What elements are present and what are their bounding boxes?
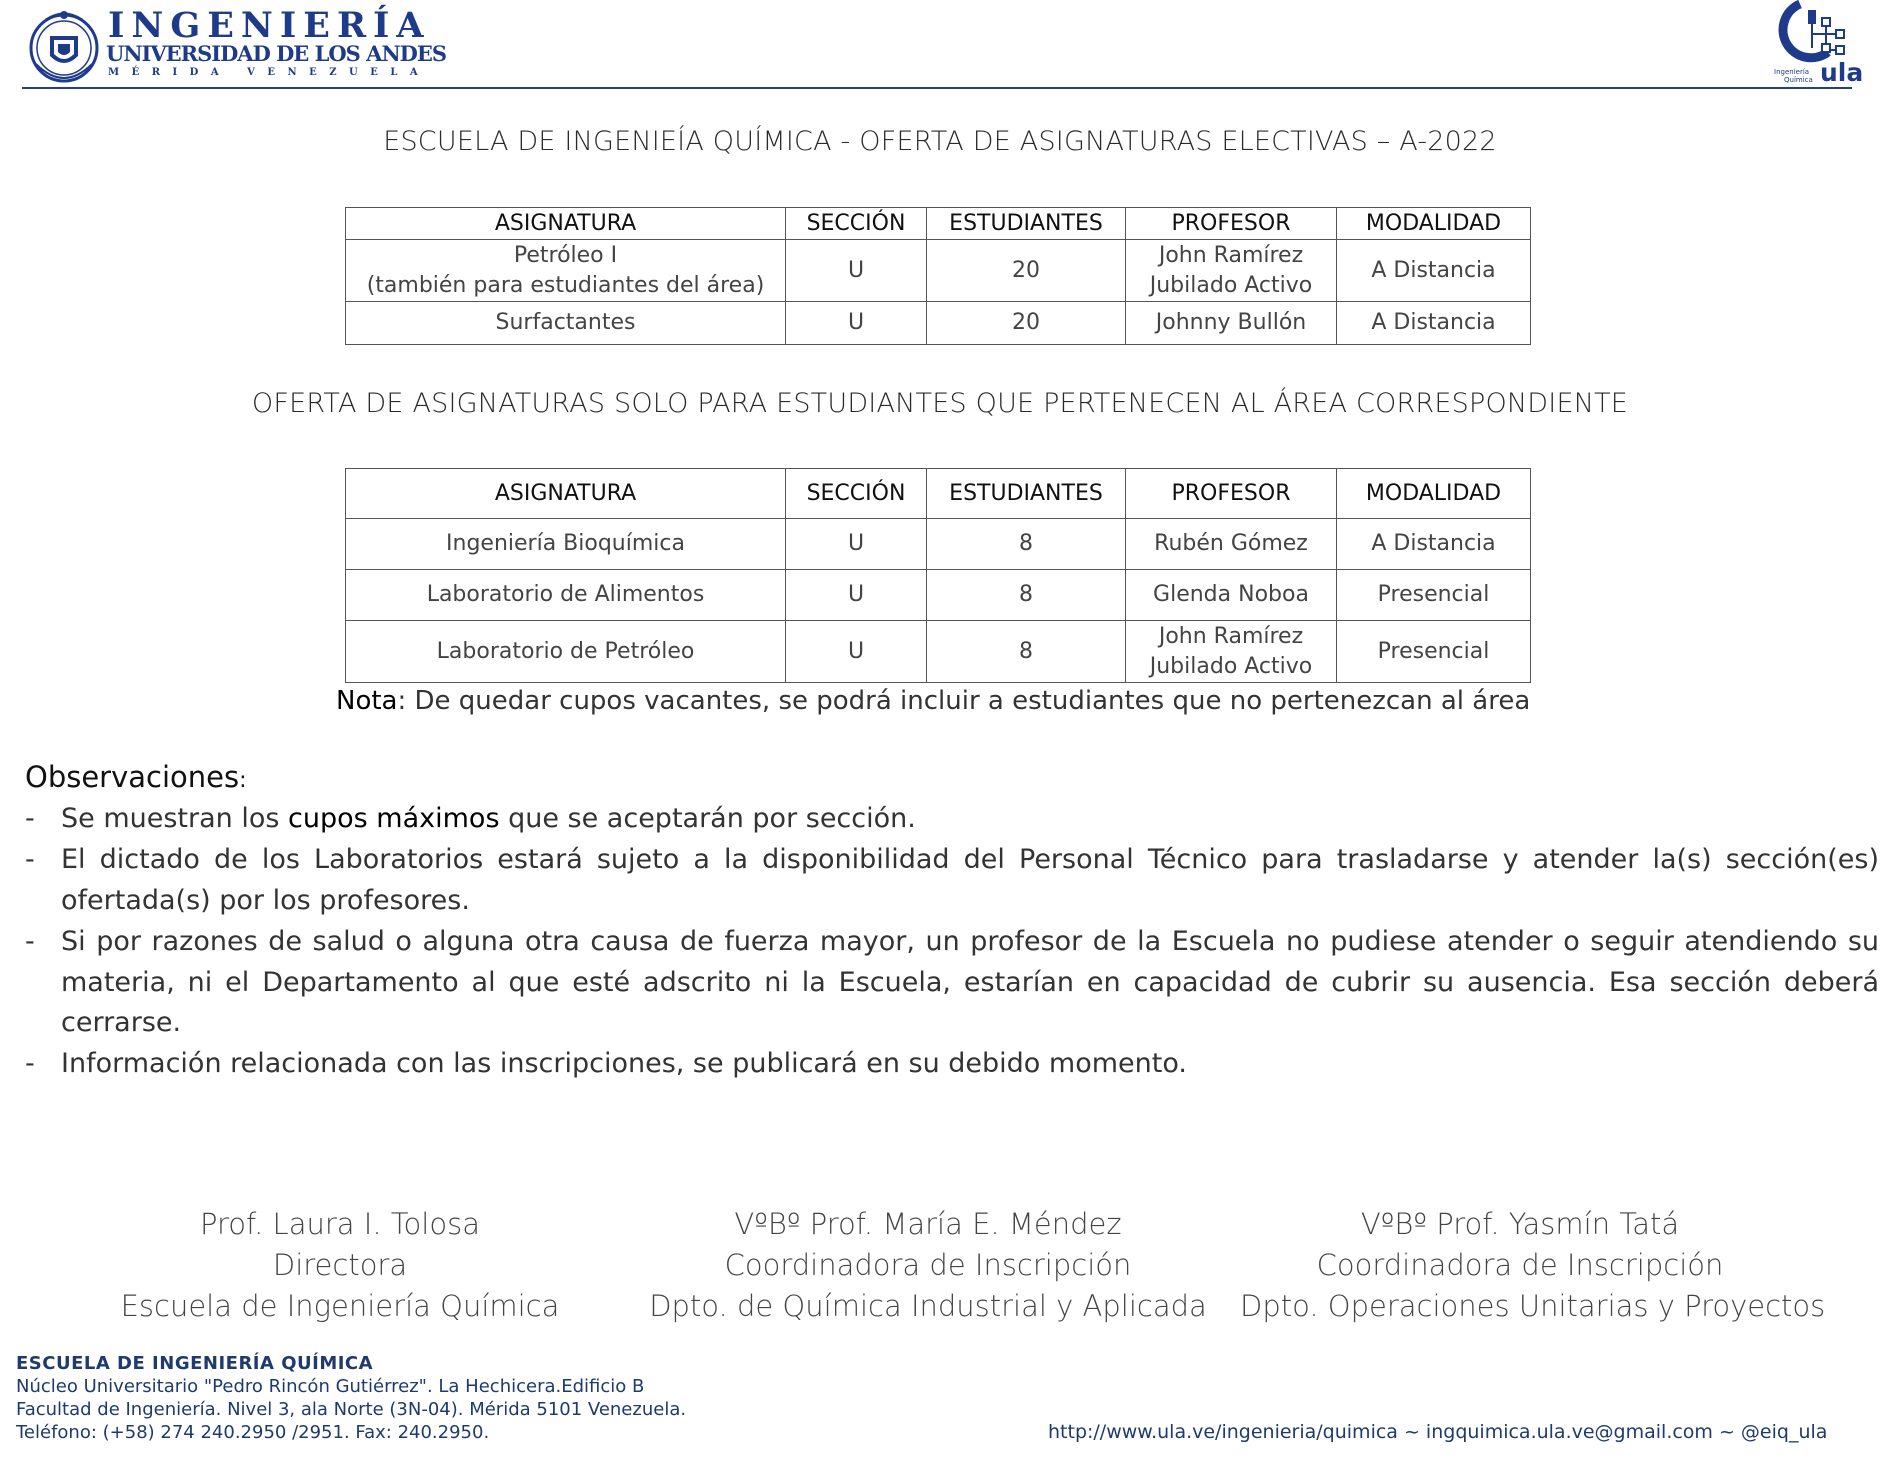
- observation-item: [25, 1044, 1855, 1085]
- observation-text: Información relacionada con las inscripciones, se publicará en su debido momento.: [61, 1048, 1187, 1079]
- footer-address: [16, 1352, 686, 1444]
- header-asignatura: ASIGNATURA: [346, 469, 786, 519]
- university-logo: [28, 5, 447, 86]
- professor-cell: [1126, 621, 1337, 683]
- section-cell: U: [786, 240, 927, 302]
- logo-title: INGENIERÍA: [108, 5, 431, 46]
- signature-name: Prof. Laura I. Tolosa: [200, 1207, 480, 1241]
- logo-caption-ingenieria: Ingeniería: [1774, 68, 1810, 76]
- table-row: [346, 302, 1531, 345]
- university-seal-icon: [28, 6, 100, 86]
- footer-contact: http://www.ula.ve/ingenieria/quimica ~ ingquimica.ula.ve@gmail.com ~ @eiq_ula: [1048, 1421, 1828, 1443]
- header-seccion: SECCIÓN: [786, 469, 927, 519]
- professor-cell: Johnny Bullón: [1126, 302, 1337, 345]
- area-offer-heading: OFERTA DE ASIGNATURAS SOLO PARA ESTUDIANTES QUE PERTENECEN AL ÁREA CORRESPONDIENTE: [251, 388, 1629, 419]
- observation-text-part: Se muestran los: [61, 803, 289, 834]
- table-row: [346, 621, 1531, 683]
- observation-item: [25, 840, 1879, 922]
- section-cell: U: [786, 570, 927, 621]
- header-profesor: PROFESOR: [1126, 469, 1337, 519]
- observation-text-part: que se aceptarán por sección.: [499, 803, 916, 834]
- observation-text: [61, 799, 1879, 840]
- header-modalidad: MODALIDAD: [1337, 469, 1531, 519]
- professor-cell: Glenda Noboa: [1126, 570, 1337, 621]
- table-header-row: [346, 208, 1531, 240]
- signature-role: Coordinadora de Inscripción: [1316, 1248, 1724, 1282]
- signature-unit: Dpto. de Química Industrial y Aplicada: [649, 1289, 1207, 1323]
- mode-cell: A Distancia: [1337, 302, 1531, 345]
- students-cell: 20: [927, 240, 1126, 302]
- professor-status: Jubilado Activo: [1149, 272, 1313, 298]
- mode-cell: Presencial: [1337, 570, 1531, 621]
- logo-caption-quimica: Química: [1784, 76, 1813, 84]
- vacancy-note: [336, 684, 1530, 718]
- signature-name: VºBº Prof. María E. Méndez: [734, 1207, 1122, 1241]
- section-cell: U: [786, 519, 927, 570]
- header-seccion: SECCIÓN: [786, 208, 927, 240]
- observation-item: [25, 799, 1855, 840]
- professor-status: Jubilado Activo: [1149, 653, 1313, 679]
- subject-cell: Ingeniería Bioquímica: [346, 519, 786, 570]
- note-label: Nota: [336, 686, 398, 716]
- signature-unit: Escuela de Ingeniería Química: [120, 1289, 560, 1323]
- mode-cell: A Distancia: [1337, 240, 1531, 302]
- header-divider: [22, 87, 1852, 89]
- electives-table: [345, 207, 1531, 345]
- observation-text: El dictado de los Laboratorios estará sujeto a la disponibilidad del Personal Técnico para trasladarse y atender la(s) sección(es) ofertada(s) por los profesores.: [61, 844, 1879, 916]
- page-title: ESCUELA DE INGENIEÍA QUÍMICA - OFERTA DE ASIGNATURAS ELECTIVAS – A-2022: [383, 126, 1497, 157]
- subject-cell: Surfactantes: [346, 302, 786, 345]
- header-asignatura: ASIGNATURA: [346, 208, 786, 240]
- logo-university: UNIVERSIDAD DE LOS ANDES: [106, 41, 447, 66]
- subject-cell: Laboratorio de Alimentos: [346, 570, 786, 621]
- header-estudiantes: ESTUDIANTES: [927, 469, 1126, 519]
- section-cell: U: [786, 302, 927, 345]
- header-modalidad: MODALIDAD: [1337, 208, 1531, 240]
- chemical-engineering-logo: [1770, 0, 1864, 88]
- observation-text: Si por razones de salud o alguna otra causa de fuerza mayor, un profesor de la Escuela no pudiese atender o seguir atendiendo su materia, ni el Departamento al que esté adscrito ni la Escuela, estarían en capacidad de cubrir su ausencia. Esa sección deberá cerrarse.: [61, 926, 1879, 1038]
- table-row: [346, 519, 1531, 570]
- signature-role: Coordinadora de Inscripción: [724, 1248, 1132, 1282]
- signature-name: VºBº Prof. Yasmín Tatá: [1360, 1207, 1680, 1241]
- signature-director: [60, 1204, 620, 1327]
- mode-cell: A Distancia: [1337, 519, 1531, 570]
- observations-colon: :: [239, 768, 247, 793]
- logo-location: MÉRIDA VENEZUELA: [108, 67, 431, 78]
- bullet-dash: -: [25, 844, 35, 875]
- professor-name: John Ramírez: [1158, 623, 1304, 649]
- molecule-logo-icon: [1770, 0, 1856, 66]
- logo-ula: ula: [1820, 58, 1864, 87]
- observation-item: [25, 922, 1879, 1044]
- subject-cell: [346, 240, 786, 302]
- footer-address-line: Facultad de Ingeniería. Nivel 3, ala Norte (3N-04). Mérida 5101 Venezuela.: [16, 1399, 687, 1420]
- signature-coordinator-2: [1240, 1204, 1826, 1327]
- signature-coordinator-1: [648, 1204, 1208, 1327]
- signature-unit: Dpto. Operaciones Unitarias y Proyectos: [1240, 1289, 1826, 1323]
- section-cell: U: [786, 621, 927, 683]
- note-text: : De quedar cupos vacantes, se podrá incluir a estudiantes que no pertenezcan al área: [397, 686, 1531, 716]
- table-row: [346, 240, 1531, 302]
- mode-cell: Presencial: [1337, 621, 1531, 683]
- professor-cell: Rubén Gómez: [1126, 519, 1337, 570]
- bullet-dash: -: [25, 803, 35, 834]
- bullet-dash: -: [25, 1048, 35, 1079]
- students-cell: 8: [927, 519, 1126, 570]
- students-cell: 8: [927, 570, 1126, 621]
- students-cell: 20: [927, 302, 1126, 345]
- footer-address-line: Núcleo Universitario "Pedro Rincón Gutiérrez". La Hechicera.Edificio B: [16, 1376, 645, 1397]
- table-row: [346, 570, 1531, 621]
- header-estudiantes: ESTUDIANTES: [927, 208, 1126, 240]
- subject-note: (también para estudiantes del área): [366, 272, 765, 298]
- observations-title: [25, 758, 247, 800]
- students-cell: 8: [927, 621, 1126, 683]
- table-header-row: [346, 469, 1531, 519]
- signature-role: Directora: [272, 1248, 408, 1282]
- observation-emphasis: cupos máximos: [288, 803, 500, 834]
- subject-cell: Laboratorio de Petróleo: [346, 621, 786, 683]
- header-profesor: PROFESOR: [1126, 208, 1337, 240]
- footer-phone: Teléfono: (+58) 274 240.2950 /2951. Fax: 240.2950.: [16, 1422, 490, 1443]
- observations-label: Observaciones: [25, 760, 240, 794]
- bullet-dash: -: [25, 926, 35, 957]
- footer-school-name: ESCUELA DE INGENIERÍA QUÍMICA: [16, 1353, 374, 1374]
- subject-name: Petróleo I: [513, 242, 618, 268]
- professor-name: John Ramírez: [1158, 242, 1304, 268]
- professor-cell: [1126, 240, 1337, 302]
- area-courses-table: [345, 468, 1531, 683]
